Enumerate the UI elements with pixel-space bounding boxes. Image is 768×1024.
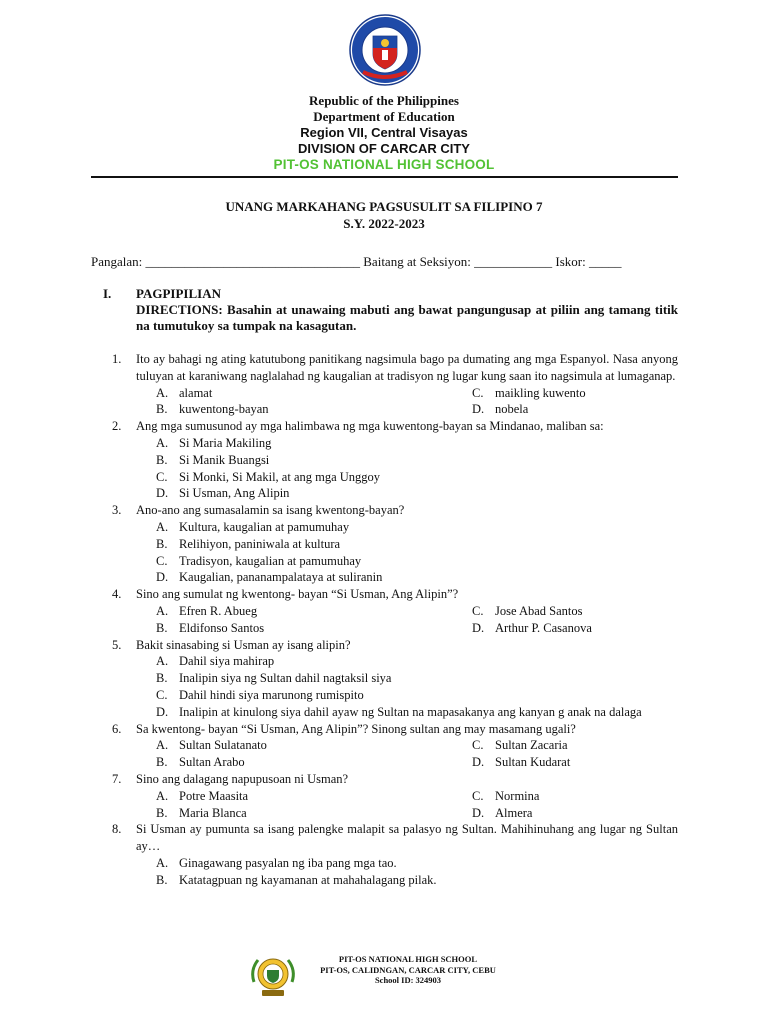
option-text: Eldifonso Santos [179,620,265,635]
question-text: Bakit sinasabing si Usman ay isang alipin? [136,637,351,652]
answer-options [156,519,678,586]
option-letter: D. [472,805,485,820]
option-text: Si Maria Makiling [179,435,272,450]
option-letter: A. [156,603,169,618]
option-letter: C. [472,788,484,803]
option-text: Kaugalian, pananampalataya at suliranin [179,570,383,585]
answer-option [156,385,472,402]
option-text: Dahil siya mahirap [179,654,275,669]
answer-option [156,569,678,586]
answer-option [156,620,472,637]
option-letter: A. [156,855,169,870]
option-text: Efren R. Abueg [179,603,258,618]
option-text: Si Usman, Ang Alipin [179,486,290,501]
option-letter: B. [156,755,168,770]
option-text: Potre Maasita [179,788,249,803]
option-text: Sultan Arabo [179,755,245,770]
header-division: DIVISION OF CARCAR CITY [298,141,470,156]
answer-option [156,553,678,570]
deped-seal-logo [349,14,421,86]
question-item [91,418,678,502]
option-text: Almera [495,805,533,820]
answer-options [156,737,678,771]
document-header [0,93,768,173]
answer-option [156,435,678,452]
answer-options [156,435,678,502]
option-text: Inalipin at kinulong siya dahil ayaw ng Sultan na mapasakanya ang kanyan g anak na dalaga [179,704,642,719]
answer-option [472,788,678,805]
answer-option [156,485,678,502]
option-text: Maria Blanca [179,805,247,820]
option-text: Sultan Sulatanato [179,738,267,753]
option-text: Si Manik Buangsi [179,452,270,467]
answer-option [156,788,472,805]
question-text: Ang mga sumusunod ay mga halimbawa ng mga kuwentong-bayan sa Mindanao, maliban sa: [136,419,604,434]
question-number: 5. [112,637,122,652]
option-letter: D. [472,620,485,635]
answer-option [472,754,678,771]
answer-option [156,737,472,754]
question-item [91,821,678,888]
option-letter: B. [156,620,168,635]
footer-school-id: School ID: 324903 [374,975,442,985]
question-item [91,586,678,636]
question-text: Si Usman ay pumunta sa isang palengke malapit sa palasyo ng Sultan. Mahihinuhang ang lugar ng Sultan ay… [136,822,678,854]
exam-title-line: UNANG MARKAHANG PAGSUSULIT SA FILIPINO 7 [225,199,543,214]
option-text: Si Monki, Si Makil, at ang mga Unggoy [179,469,381,484]
question-number: 4. [112,587,122,602]
question-item [91,771,678,821]
option-letter: D. [472,402,485,417]
answer-option [156,754,472,771]
answer-option [156,469,678,486]
school-year: S.Y. 2022-2023 [343,216,425,231]
answer-option [472,805,678,822]
answer-option [472,603,678,620]
answer-option [156,603,472,620]
student-info-line: Pangalan: _________________________________ Baitang at Seksiyon: ____________ Iskor: _____ [91,254,622,269]
option-letter: B. [156,872,168,887]
header-school: PIT-OS NATIONAL HIGH SCHOOL [273,157,495,172]
option-text: nobela [495,402,529,417]
section-title: PAGPIPILIAN [136,286,221,301]
question-item [91,351,678,418]
option-letter: B. [156,402,168,417]
option-letter: C. [156,469,168,484]
section-number: I. [103,286,112,301]
answer-option [156,670,678,687]
option-text: Normina [495,788,540,803]
option-text: Kultura, kaugalian at pamumuhay [179,519,350,534]
document-footer [248,952,548,1002]
answer-option [156,401,472,418]
option-letter: C. [156,687,168,702]
header-divider [91,176,678,178]
option-letter: D. [472,755,485,770]
option-letter: D. [156,486,169,501]
question-text: Ito ay bahagi ng ating katutubong panitikang nagsimula bago pa dumating ang mga Espanyol. Nasa anyong tuluyan at karaniwang naglalahad ng kaugalian at tradisyon ng lugar kung saan ito nagsimula at lumaganap. [136,352,678,383]
question-number: 2. [112,419,122,434]
directions-text: DIRECTIONS: Basahin at unawaing mabuti ang bawat pangungusap at piliin ang tamang titik na tumutukoy sa tumpak na kasagutan. [136,302,678,333]
answer-option [472,401,678,418]
answer-option [472,737,678,754]
footer-school-name: PIT-OS NATIONAL HIGH SCHOOL [338,954,478,964]
question-text: Ano-ano ang sumasalamin sa isang kwentong-bayan? [136,503,405,518]
answer-options [156,385,678,419]
option-text: Sultan Kudarat [495,755,571,770]
option-letter: B. [156,805,168,820]
answer-option [156,805,472,822]
option-letter: A. [156,738,169,753]
answer-option [156,855,678,872]
school-logo [248,952,298,1002]
option-letter: D. [156,570,169,585]
answer-options [156,788,678,822]
footer-address: PIT-OS, CALIDNGAN, CARCAR CITY, CEBU [320,964,496,975]
option-text: Jose Abad Santos [495,603,583,618]
option-text: Ginagawang pasyalan ng iba pang mga tao. [179,855,397,870]
option-letter: A. [156,385,169,400]
question-text: Sino ang sumulat ng kwentong- bayan “Si Usman, Ang Alipin”? [136,587,459,602]
option-text: Relihiyon, paniniwala at kultura [179,536,341,551]
question-item [91,502,678,586]
option-letter: D. [156,704,169,719]
answer-option [156,452,678,469]
question-number: 8. [112,822,122,837]
option-text: maikling kuwento [495,385,586,400]
question-number: 3. [112,503,122,518]
option-text: alamat [179,385,213,400]
option-letter: C. [472,385,484,400]
answer-option [472,620,678,637]
answer-options [156,855,678,889]
option-letter: C. [156,553,168,568]
option-text: Arthur P. Casanova [495,620,592,635]
option-text: kuwentong-bayan [179,402,269,417]
exam-title [0,198,768,232]
answer-option [156,687,678,704]
option-letter: A. [156,519,169,534]
question-number: 7. [112,771,122,786]
question-item [91,721,678,771]
section-directions [136,302,678,334]
option-text: Inalipin siya ng Sultan dahil nagtaksil siya [179,671,392,686]
option-text: Tradisyon, kaugalian at pamumuhay [179,553,362,568]
option-letter: B. [156,536,168,551]
answer-option [156,536,678,553]
answer-options [156,653,678,720]
option-text: Katatagpuan ng kayamanan at mahahalagang pilak. [179,872,437,887]
answer-option [156,653,678,670]
option-letter: C. [472,738,484,753]
option-letter: C. [472,603,484,618]
question-number: 6. [112,721,122,736]
option-letter: B. [156,452,168,467]
header-region: Region VII, Central Visayas [300,125,468,140]
option-letter: A. [156,654,169,669]
answer-option [472,385,678,402]
option-letter: B. [156,671,168,686]
answer-option [156,872,678,889]
option-letter: A. [156,788,169,803]
option-letter: A. [156,435,169,450]
question-number: 1. [112,352,122,366]
answer-option [156,704,678,721]
question-text: Sino ang dalagang napupusoan ni Usman? [136,771,349,786]
option-text: Dahil hindi siya marunong rumispito [179,687,364,702]
header-department: Department of Education [313,109,455,124]
header-republic: Republic of the Philippines [309,93,459,108]
answer-option [156,519,678,536]
question-text: Sa kwentong- bayan “Si Usman, Ang Alipin”? Sinong sultan ang may masamang ugali? [136,721,576,736]
question-list [91,351,678,889]
question-item [91,637,678,721]
section-header [91,286,678,334]
answer-options [156,603,678,637]
option-text: Sultan Zacaria [495,738,568,753]
